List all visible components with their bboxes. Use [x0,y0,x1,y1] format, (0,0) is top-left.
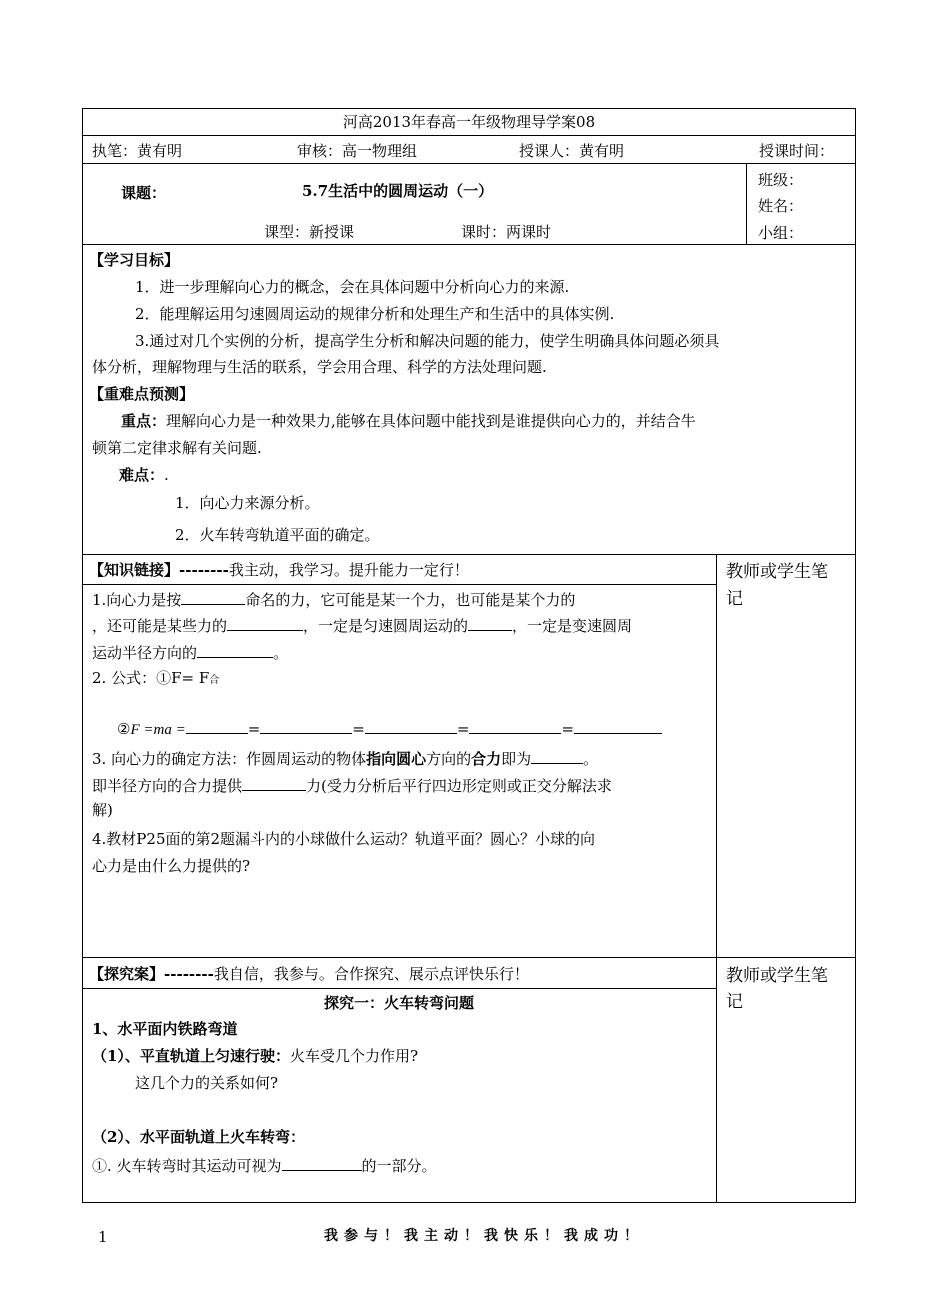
question-4-line-2: 心力是由什么力提供的? [92,857,251,875]
table-border-top [82,108,856,109]
document-title: 河高2013年春高一年级物理导学案08 [342,113,596,131]
footer-motto: 我参与！我主动！我快乐！我成功！ [324,1228,644,1244]
key-point-text2: 顿第二定律求解有关问题. [92,439,262,457]
table-border-right [855,108,856,1203]
difficult-item: 2．火车转弯轨道平面的确定。 [175,526,380,544]
table-line-knowledge-end [82,957,856,958]
notes-label: 教师或学生笔 [726,966,828,986]
table-line-explore-head [82,988,717,989]
question-3-line-2: 即半径方向的合力提供 力(受力分析后平行四边形定则或正交分解法求 [92,774,612,796]
answer-blank[interactable] [574,717,662,734]
key-label: 重点： [121,412,167,430]
explore-heading-line [89,964,529,984]
answer-blank[interactable] [282,1154,362,1171]
answer-blank[interactable] [197,641,273,658]
goal-item: 3.通过对几个实例的分析，提高学生分析和解决问题的能力，使学生明确具体问题必须具 [135,332,720,350]
key-text: 理解向心力是一种效果力,能够在具体问题中能找到是谁提供向心力的，并结合牛 [166,412,696,430]
answer-blank[interactable] [531,747,583,764]
question-1-line-3: 运动半径方向的 。 [92,641,288,663]
question-1-line-2: ，还可能是某些力的 ，一定是匀速圆周运动的 ，一定是变速圆周 [92,614,632,636]
notes-label-2: 记 [726,589,743,609]
lesson-hours: 课时：两课时 [461,223,552,241]
subscript: 合 [209,675,220,686]
table-border-bottom [82,1202,856,1203]
goals-heading: 【学习目标】 [89,251,180,269]
notes-label-2: 记 [726,992,743,1012]
explore-heading: 【探究案】 [89,965,165,983]
topic-title: 5.7生活中的圆周运动（一） [302,182,494,200]
explore-slogan: 我自信，我参与。合作探究、展示点评快乐行！ [213,965,529,983]
question-2-formula-2: ②F =ma = = = = = [117,717,662,740]
notes-label: 教师或学生笔 [726,562,828,582]
question-3-line-3: 解) [92,801,113,819]
table-line-notes-1 [716,554,717,958]
lesson-type: 课型：新授课 [264,223,355,241]
table-line-notes-2 [716,957,717,1203]
goal-item: 体分析，理解物理与生活的联系，学会用合理、科学的方法处理问题. [92,358,547,376]
table-line-knowledge-head [82,584,717,585]
answer-blank[interactable] [260,717,352,734]
question-2-formula-1: 2. 公式：①F= F合 [92,669,220,687]
question-1-line-1: 1.向心力是按 命名的力，它可能是某一个力，也可能是某个力的 [92,588,575,610]
answer-blank[interactable] [227,614,303,631]
answer-blank[interactable] [242,774,306,791]
knowledge-heading-line [89,560,469,580]
topic-label: 课题： [121,184,167,202]
part-3-line: ①. 火车转弯时其运动可视为 的一部分。 [92,1154,437,1176]
goal-item: 1．进一步理解向心力的概念，会在具体问题中分析向心力的来源. [135,278,570,296]
lesson-time: 授课时间： [759,142,835,160]
section-title: 探究一：火车转弯问题 [323,994,474,1012]
writer: 执笔：黄有明 [92,142,183,160]
table-line-goals [82,554,856,555]
table-line-topic [82,244,856,245]
table-line-topic-right [746,163,747,245]
explore-dashes: -------- [164,965,214,983]
answer-blank[interactable] [186,717,248,734]
name-field: 姓名： [758,197,804,215]
knowledge-dashes: -------- [179,561,229,579]
part-1-line: （1）、平直轨道上匀速行驶：火车受几个力作用? [92,1047,418,1065]
part-2-label: （2）、水平面轨道上火车转弯： [92,1128,305,1146]
table-border-left [82,108,83,1203]
page-number: 1 [98,1228,108,1246]
difficult-item: 1．向心力来源分析。 [175,494,320,512]
group-field: 小组： [758,224,804,242]
knowledge-heading: 【知识链接】 [89,561,180,579]
subsection-title: 1、水平面内铁路弯道 [92,1020,238,1038]
reviewer: 审核：高一物理组 [297,142,418,160]
class-field: 班级： [758,171,804,189]
answer-blank[interactable] [468,614,512,631]
answer-blank[interactable] [181,588,245,605]
question-4-line-1: 4.教材P25面的第2题漏斗内的小球做什么运动？轨道平面？圆心？小球的向 [92,830,596,848]
key-point-line [121,411,696,431]
key-points-heading: 【重难点预测】 [89,385,195,403]
table-line-info [82,163,856,164]
lecturer: 授课人：黄有明 [519,142,625,160]
question-3-line-1: 3. 向心力的确定方法：作圆周运动的物体指向圆心方向的合力即为 。 [92,747,598,769]
knowledge-slogan: 我主动，我学习。提升能力一定行！ [228,561,469,579]
answer-blank[interactable] [365,717,457,734]
difficult-label: 难点： [119,466,165,484]
goal-item: 2．能理解运用匀速圆周运动的规律分析和处理生产和生活中的具体实例. [135,305,615,323]
answer-blank[interactable] [469,717,561,734]
difficult-dot: . [164,466,169,484]
table-line-title [82,135,856,136]
difficult-line [119,465,169,485]
formula: F =ma = [130,722,186,738]
part-1-text2: 这几个力的关系如何? [135,1074,279,1092]
